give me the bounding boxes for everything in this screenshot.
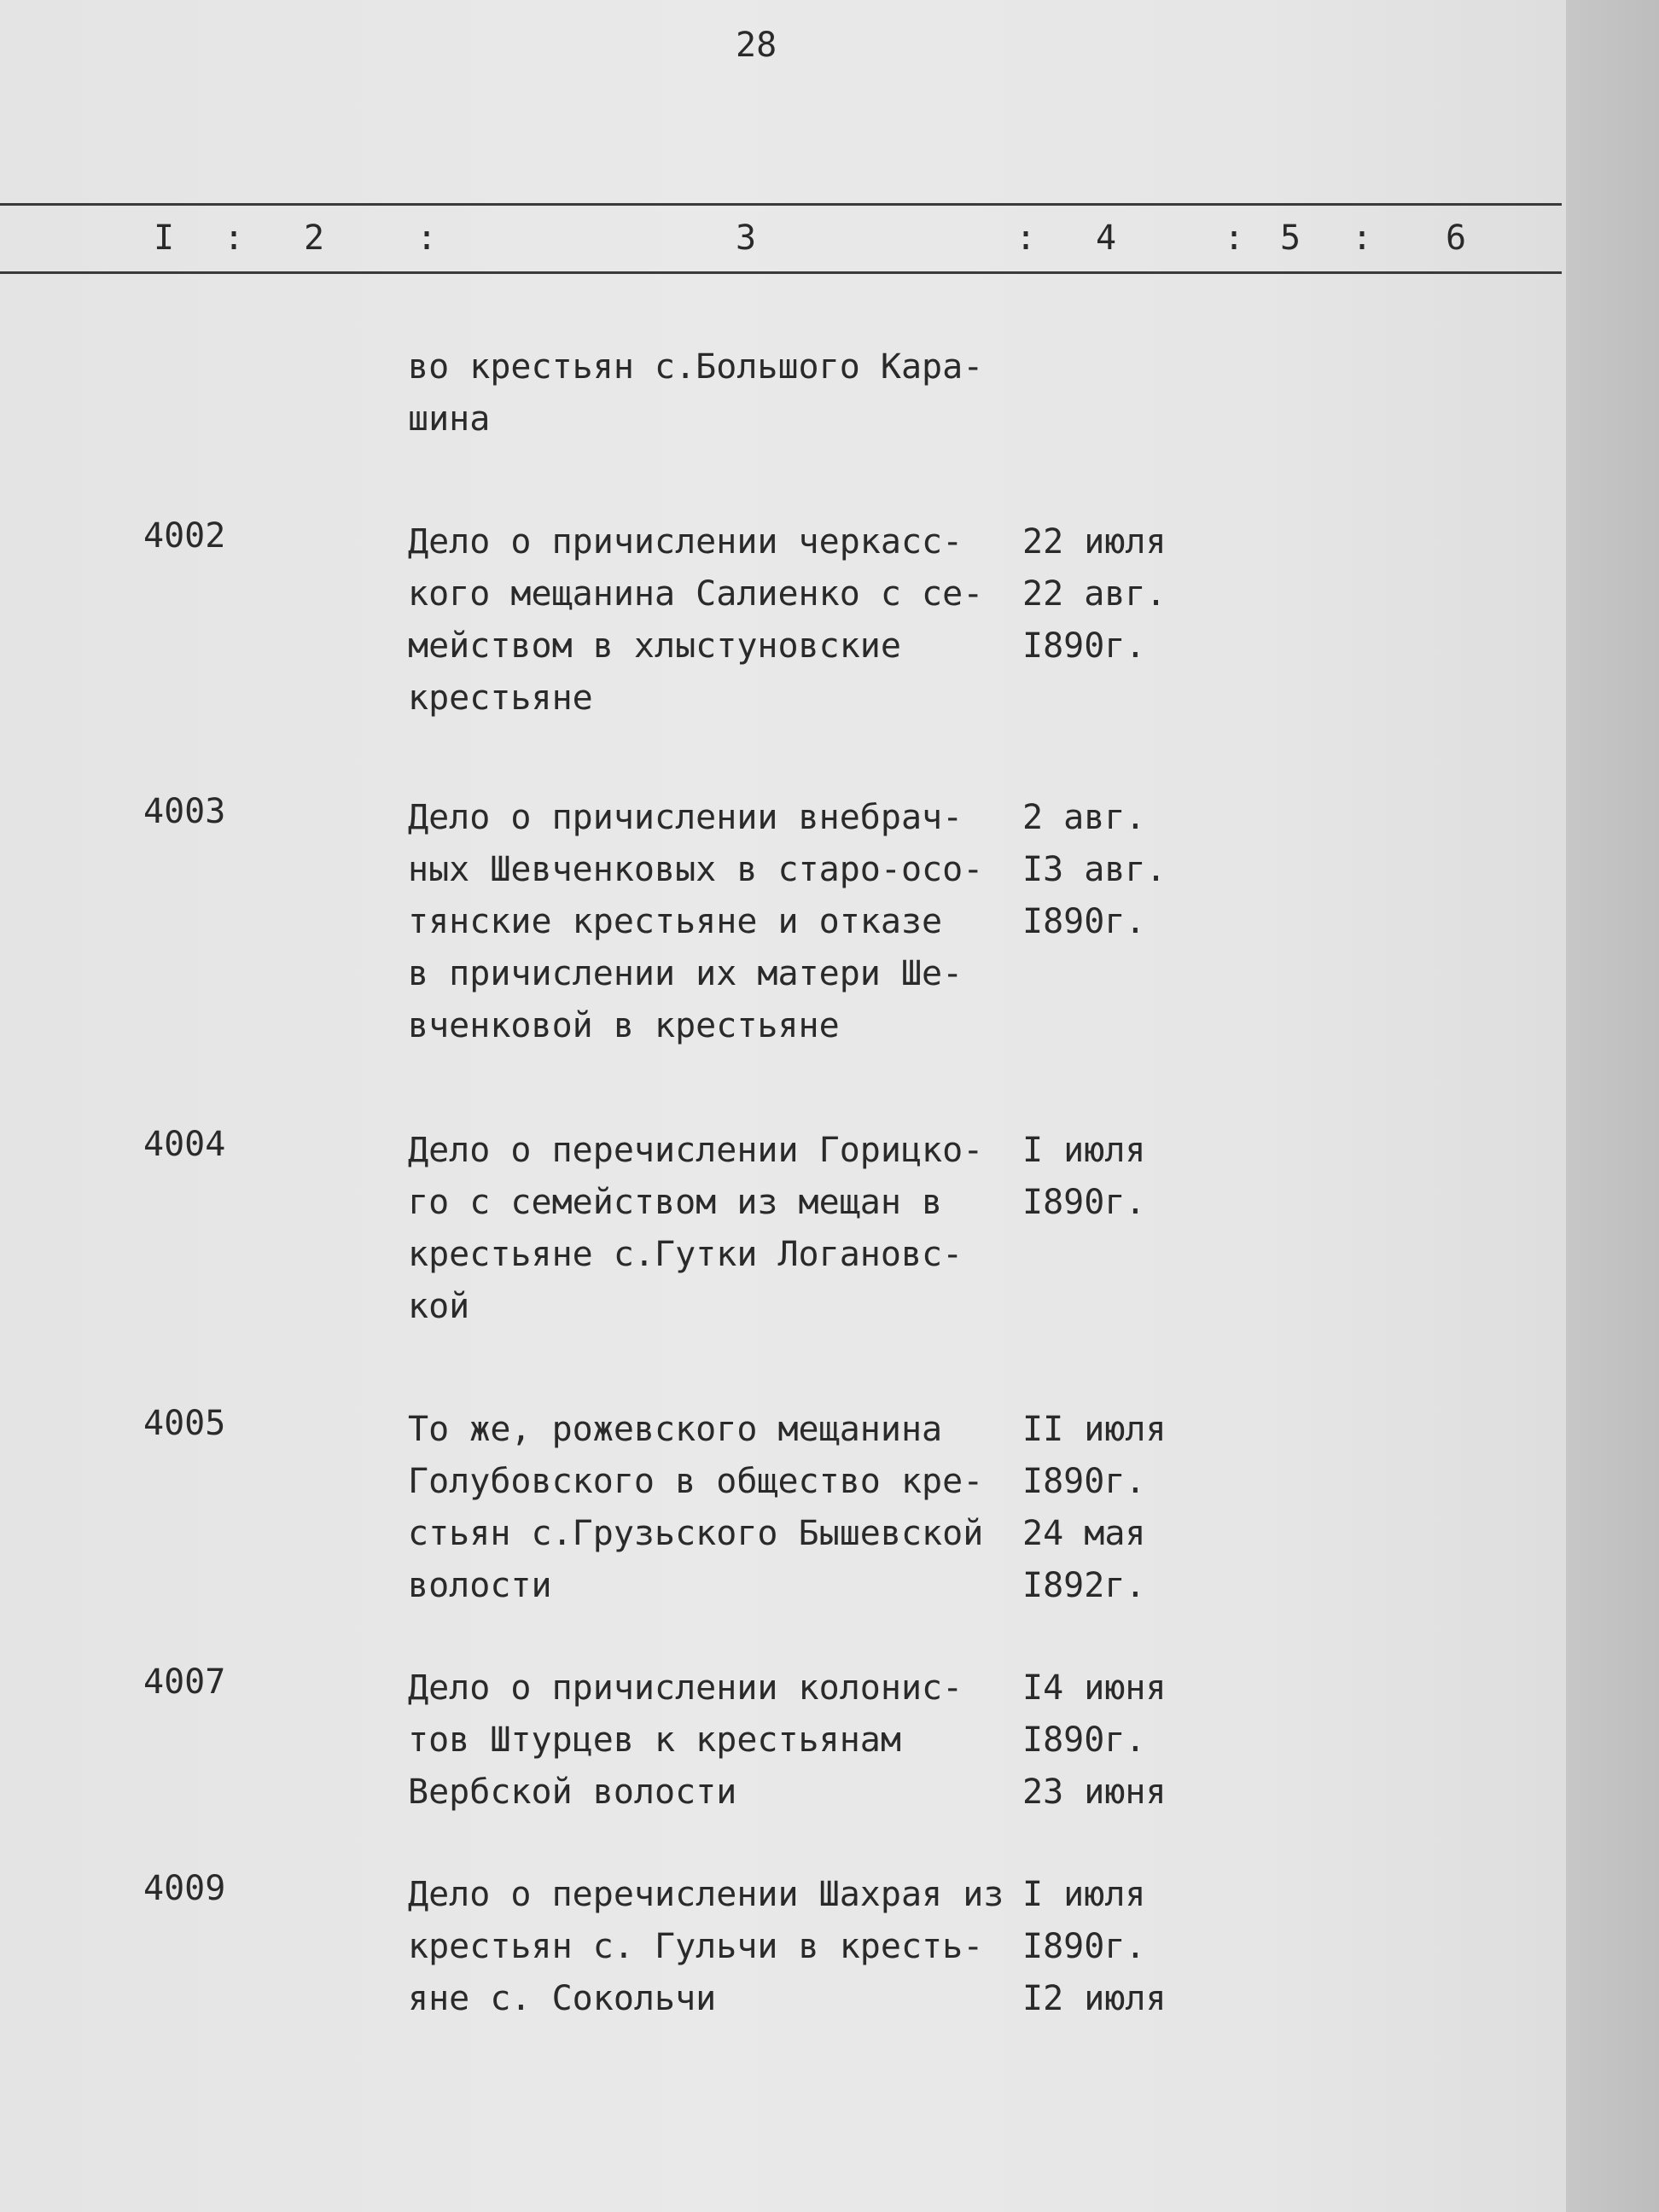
entry-dates: I июля I890г. xyxy=(1022,1131,1146,1222)
page-number: 28 xyxy=(736,26,777,65)
entry-number: 4005 xyxy=(143,1404,226,1443)
entry-dates: 22 июля 22 авг. I890г. xyxy=(1022,522,1167,666)
column-separator: : xyxy=(224,218,245,258)
entry-title: Дело о причислении внебрач- ных Шевченковых в старо-осо- тянские крестьяне и отказе в причислении их матери Ше- вченковой в крестьяне xyxy=(408,798,984,1045)
entry-dates: II июля I890г. 24 мая I892г. xyxy=(1022,1410,1167,1605)
column-header-6: 6 xyxy=(1446,218,1467,258)
column-header-5: 5 xyxy=(1280,218,1301,258)
column-header-1: I xyxy=(154,218,175,258)
entry-number: 4003 xyxy=(143,792,226,831)
entry-number: 4002 xyxy=(143,516,226,556)
column-separator: : xyxy=(1352,218,1373,258)
entry-number: 4009 xyxy=(143,1869,226,1908)
header-bottom-rule xyxy=(0,271,1562,274)
entry-title: Дело о перечислении Горицко- го с семейством из мещан в крестьяне с.Гутки Логановс- кой xyxy=(408,1131,984,1326)
entry-title: во крестьян с.Большого Кара- шина xyxy=(408,347,984,439)
header-top-rule xyxy=(0,203,1562,206)
column-separator: : xyxy=(416,218,438,258)
column-separator: : xyxy=(1016,218,1037,258)
entry-number: 4007 xyxy=(143,1662,226,1702)
entry-dates: 2 авг. I3 авг. I890г. xyxy=(1022,798,1167,941)
entry-title: Дело о причислении колонис- тов Штурцев к крестьянам Вербской волости xyxy=(408,1668,963,1812)
column-header-4: 4 xyxy=(1096,218,1117,258)
entry-dates: I4 июня I890г. 23 июня xyxy=(1022,1668,1167,1812)
entry-title: То же, рожевского мещанина Голубовского в общество кре- стьян с.Грузьского Бышевской волости xyxy=(408,1410,984,1605)
entry-title: Дело о причислении черкасс- кого мещанина Салиенко с се- мейством в хлыстуновские крестьяне xyxy=(408,522,984,718)
page-edge-shadow xyxy=(1566,0,1659,2212)
column-separator: : xyxy=(1224,218,1245,258)
entry-number: 4004 xyxy=(143,1125,226,1164)
entry-dates: I июля I890г. I2 июля xyxy=(1022,1875,1167,2018)
entry-title: Дело о перечислении Шахрая из крестьян с. Гульчи в кресть- яне с. Сокольчи xyxy=(408,1875,1004,2018)
column-header-2: 2 xyxy=(304,218,325,258)
column-header-3: 3 xyxy=(736,218,757,258)
